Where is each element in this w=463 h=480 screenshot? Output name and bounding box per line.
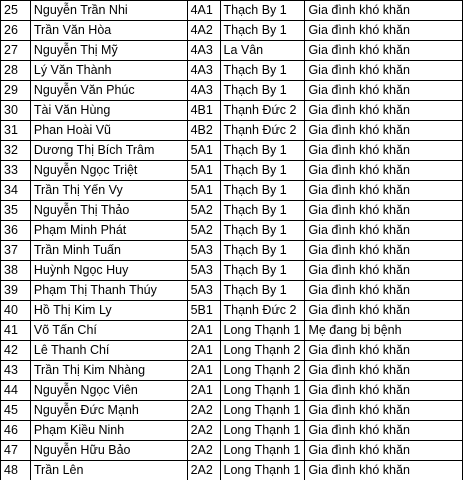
table-row	[1, 401, 463, 421]
cell-reason[interactable]: Gia đình khó khăn	[305, 381, 463, 401]
cell-school[interactable]: Thạch By 1	[220, 161, 305, 181]
cell-stt[interactable]: 28	[1, 61, 31, 81]
cell-name[interactable]: Võ Tấn Chí	[30, 321, 187, 341]
cell-name[interactable]: Nguyễn Ngọc Triệt	[30, 161, 187, 181]
cell-reason[interactable]: Gia đình khó khăn	[305, 421, 463, 441]
table-row	[1, 1, 463, 21]
cell-reason[interactable]: Gia đình khó khăn	[305, 81, 463, 101]
cell-class[interactable]: 4B2	[187, 121, 220, 141]
cell-school[interactable]: Long Thạnh 2	[220, 361, 305, 381]
cell-name[interactable]: Nguyễn Hữu Bảo	[30, 441, 187, 461]
cell-name[interactable]: Phan Hoài Vũ	[30, 121, 187, 141]
table-row	[1, 81, 463, 101]
table-row	[1, 161, 463, 181]
cell-reason[interactable]: Gia đình khó khăn	[305, 361, 463, 381]
cell-class[interactable]: 4A3	[187, 81, 220, 101]
cell-class[interactable]: 5A2	[187, 221, 220, 241]
cell-stt[interactable]: 34	[1, 181, 31, 201]
table-row	[1, 341, 463, 361]
cell-school[interactable]: Thạnh Đức 2	[220, 101, 305, 121]
cell-name[interactable]: Trần Lên	[30, 461, 187, 480]
table-row	[1, 301, 463, 321]
cell-school[interactable]: Thạch By 1	[220, 141, 305, 161]
cell-school[interactable]: Thạch By 1	[220, 201, 305, 221]
cell-reason[interactable]: Gia đình khó khăn	[305, 441, 463, 461]
cell-reason[interactable]: Gia đình khó khăn	[305, 461, 463, 480]
cell-reason[interactable]: Gia đình khó khăn	[305, 1, 463, 21]
table-row	[1, 141, 463, 161]
cell-stt[interactable]: 47	[1, 441, 31, 461]
cell-reason[interactable]: Gia đình khó khăn	[305, 281, 463, 301]
cell-school[interactable]: Long Thạnh 2	[220, 341, 305, 361]
table-row	[1, 261, 463, 281]
cell-class[interactable]: 2A1	[187, 381, 220, 401]
table-row	[1, 21, 463, 41]
cell-school[interactable]: Thạnh Đức 2	[220, 301, 305, 321]
cell-stt[interactable]: 26	[1, 21, 31, 41]
cell-class[interactable]: 2A1	[187, 321, 220, 341]
cell-class[interactable]: 4A3	[187, 41, 220, 61]
cell-school[interactable]: Thạch By 1	[220, 1, 305, 21]
cell-reason[interactable]: Gia đình khó khăn	[305, 181, 463, 201]
cell-class[interactable]: 5B1	[187, 301, 220, 321]
cell-school[interactable]: Thạch By 1	[220, 241, 305, 261]
cell-class[interactable]: 4A2	[187, 21, 220, 41]
cell-school[interactable]: Thạch By 1	[220, 61, 305, 81]
cell-class[interactable]: 5A1	[187, 141, 220, 161]
table-row	[1, 461, 463, 480]
cell-school[interactable]: Thạch By 1	[220, 221, 305, 241]
cell-class[interactable]: 4A1	[187, 1, 220, 21]
cell-stt[interactable]: 39	[1, 281, 31, 301]
table-row	[1, 381, 463, 401]
cell-school[interactable]: Long Thạnh 1	[220, 461, 305, 480]
cell-stt[interactable]: 32	[1, 141, 31, 161]
cell-school[interactable]: Thạch By 1	[220, 181, 305, 201]
cell-name[interactable]: Lê Thanh Chí	[30, 341, 187, 361]
cell-stt[interactable]: 33	[1, 161, 31, 181]
table-row	[1, 61, 463, 81]
cell-stt[interactable]: 27	[1, 41, 31, 61]
cell-name[interactable]: Nguyễn Trần Nhi	[30, 1, 187, 21]
table-row	[1, 321, 463, 341]
cell-name[interactable]: Lý Văn Thành	[30, 61, 187, 81]
cell-name[interactable]: Trần Minh Tuấn	[30, 241, 187, 261]
table-row	[1, 181, 463, 201]
cell-name[interactable]: Phạm Thị Thanh Thúy	[30, 281, 187, 301]
cell-class[interactable]: 5A1	[187, 161, 220, 181]
cell-name[interactable]: Phạm Kiều Ninh	[30, 421, 187, 441]
table-row	[1, 41, 463, 61]
cell-class[interactable]: 2A2	[187, 441, 220, 461]
cell-class[interactable]: 5A3	[187, 281, 220, 301]
cell-reason[interactable]: Gia đình khó khăn	[305, 201, 463, 221]
cell-stt[interactable]: 38	[1, 261, 31, 281]
table-row	[1, 421, 463, 441]
cell-school[interactable]: Long Thạnh 1	[220, 381, 305, 401]
cell-name[interactable]: Dương Thị Bích Trâm	[30, 141, 187, 161]
cell-stt[interactable]: 30	[1, 101, 31, 121]
cell-name[interactable]: Nguyễn Văn Phúc	[30, 81, 187, 101]
cell-reason[interactable]: Gia đình khó khăn	[305, 341, 463, 361]
cell-name[interactable]: Trần Thị Yến Vy	[30, 181, 187, 201]
cell-reason[interactable]: Gia đình khó khăn	[305, 41, 463, 61]
table-body	[1, 1, 463, 480]
cell-stt[interactable]: 40	[1, 301, 31, 321]
cell-reason[interactable]: Gia đình khó khăn	[305, 241, 463, 261]
cell-stt[interactable]: 31	[1, 121, 31, 141]
cell-stt[interactable]: 35	[1, 201, 31, 221]
cell-stt[interactable]: 29	[1, 81, 31, 101]
cell-stt[interactable]: 36	[1, 221, 31, 241]
cell-school[interactable]: Thạch By 1	[220, 81, 305, 101]
cell-school[interactable]: Long Thạnh 1	[220, 421, 305, 441]
cell-class[interactable]: 2A1	[187, 341, 220, 361]
cell-reason[interactable]: Gia đình khó khăn	[305, 301, 463, 321]
cell-class[interactable]: 5A3	[187, 261, 220, 281]
cell-name[interactable]: Hồ Thị Kim Ly	[30, 301, 187, 321]
cell-stt[interactable]: 45	[1, 401, 31, 421]
cell-name[interactable]: Trần Thị Kim Nhàng	[30, 361, 187, 381]
cell-class[interactable]: 5A3	[187, 241, 220, 261]
cell-reason[interactable]: Mẹ đang bị bệnh	[305, 321, 463, 341]
cell-reason[interactable]: Gia đình khó khăn	[305, 121, 463, 141]
cell-stt[interactable]: 46	[1, 421, 31, 441]
table-row	[1, 241, 463, 261]
cell-class[interactable]: 2A1	[187, 361, 220, 381]
cell-stt[interactable]: 48	[1, 461, 31, 480]
cell-reason[interactable]: Gia đình khó khăn	[305, 261, 463, 281]
table-row	[1, 101, 463, 121]
cell-reason[interactable]: Gia đình khó khăn	[305, 61, 463, 81]
cell-name[interactable]: Tài Văn Hùng	[30, 101, 187, 121]
cell-school[interactable]: Thạch By 1	[220, 261, 305, 281]
cell-reason[interactable]: Gia đình khó khăn	[305, 141, 463, 161]
cell-stt[interactable]: 42	[1, 341, 31, 361]
cell-school[interactable]: Thạch By 1	[220, 281, 305, 301]
cell-name[interactable]: Nguyễn Thị Thảo	[30, 201, 187, 221]
cell-class[interactable]: 4B1	[187, 101, 220, 121]
cell-name[interactable]: Phạm Minh Phát	[30, 221, 187, 241]
cell-reason[interactable]: Gia đình khó khăn	[305, 401, 463, 421]
cell-name[interactable]: Trần Văn Hòa	[30, 21, 187, 41]
table-row	[1, 121, 463, 141]
cell-school[interactable]: Long Thạnh 1	[220, 321, 305, 341]
cell-school[interactable]: La Vân	[220, 41, 305, 61]
cell-school[interactable]: Thạch By 1	[220, 21, 305, 41]
table-row	[1, 361, 463, 381]
cell-class[interactable]: 2A2	[187, 461, 220, 480]
cell-school[interactable]: Long Thạnh 1	[220, 441, 305, 461]
cell-stt[interactable]: 41	[1, 321, 31, 341]
cell-name[interactable]: Nguyễn Thị Mỹ	[30, 41, 187, 61]
cell-stt[interactable]: 43	[1, 361, 31, 381]
table-row	[1, 221, 463, 241]
cell-school[interactable]: Thạnh Đức 2	[220, 121, 305, 141]
cell-stt[interactable]: 37	[1, 241, 31, 261]
cell-class[interactable]: 2A2	[187, 401, 220, 421]
cell-reason[interactable]: Gia đình khó khăn	[305, 21, 463, 41]
cell-reason[interactable]: Gia đình khó khăn	[305, 161, 463, 181]
cell-school[interactable]: Long Thạnh 1	[220, 401, 305, 421]
cell-class[interactable]: 4A3	[187, 61, 220, 81]
cell-stt[interactable]: 25	[1, 1, 31, 21]
cell-reason[interactable]: Gia đình khó khăn	[305, 101, 463, 121]
cell-reason[interactable]: Gia đình khó khăn	[305, 221, 463, 241]
table-row	[1, 441, 463, 461]
cell-name[interactable]: Nguyễn Ngọc Viên	[30, 381, 187, 401]
table-row	[1, 201, 463, 221]
cell-class[interactable]: 5A2	[187, 201, 220, 221]
cell-class[interactable]: 2A2	[187, 421, 220, 441]
cell-name[interactable]: Huỳnh Ngọc Huy	[30, 261, 187, 281]
cell-name[interactable]: Nguyễn Đức Mạnh	[30, 401, 187, 421]
cell-class[interactable]: 5A1	[187, 181, 220, 201]
cell-stt[interactable]: 44	[1, 381, 31, 401]
table-row	[1, 281, 463, 301]
